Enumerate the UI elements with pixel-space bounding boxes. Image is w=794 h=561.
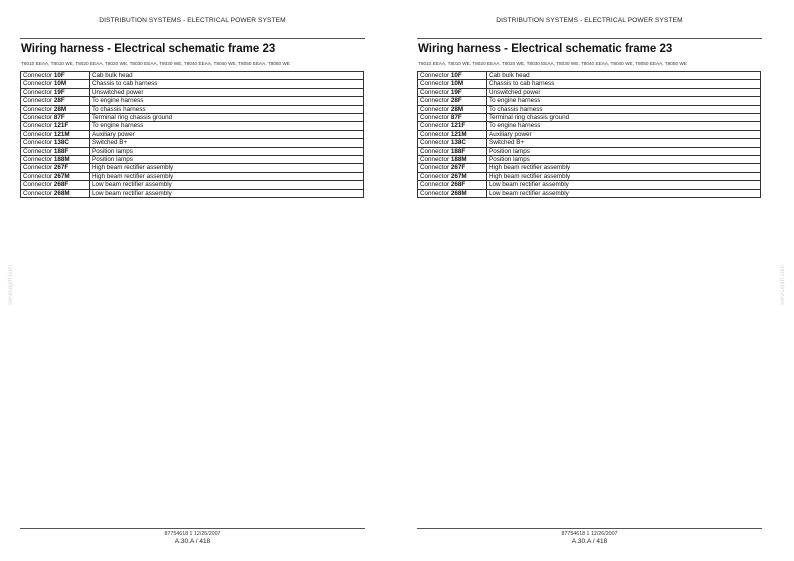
connector-description: Low beam rectifier assembly [487,181,761,189]
footer-page-number: A.30.A / 418 [571,538,608,545]
table-row [418,139,761,147]
connector-prefix: Connector [23,80,53,88]
table-row [21,139,364,147]
table-row [418,156,761,164]
connector-prefix: Connector [420,122,450,130]
connector-description: Switched B+ [487,139,761,147]
connector-table [20,71,364,198]
connector-id: 28M [53,105,67,113]
table-row [21,105,364,113]
connector-prefix: Connector [420,172,450,180]
connector-cell [418,122,487,130]
page-title: Wiring harness - Electrical schematic frame 23 [418,43,673,55]
connector-id: 121F [53,122,69,130]
connector-table [417,71,761,198]
connector-description: Auxiliary power [90,130,364,138]
connector-prefix: Connector [23,139,53,147]
connector-prefix: Connector [23,130,53,138]
connector-prefix: Connector [420,147,450,155]
table-row [21,181,364,189]
connector-cell [418,164,487,172]
connector-description: Chassis to cab harness [487,80,761,88]
connector-id: 121M [450,130,467,138]
connector-cell [418,97,487,105]
footer-page-number: A.30.A / 418 [174,538,211,545]
table-row [418,105,761,113]
connector-prefix: Connector [420,139,450,147]
connector-description: High beam rectifier assembly [487,164,761,172]
connector-prefix: Connector [420,130,450,138]
table-row [418,80,761,88]
connector-id: 28F [53,97,65,105]
table-row [21,147,364,155]
connector-cell [21,156,90,164]
page-title: Wiring harness - Electrical schematic frame 23 [21,43,276,55]
connector-prefix: Connector [23,122,53,130]
connector-description: Switched B+ [90,139,364,147]
connector-prefix: Connector [420,72,450,79]
connector-description: High beam rectifier assembly [90,164,364,172]
connector-description: Low beam rectifier assembly [90,189,364,197]
connector-cell [418,156,487,164]
connector-description: High beam rectifier assembly [487,172,761,180]
table-row [418,164,761,172]
connector-id: 267M [53,172,70,180]
connector-prefix: Connector [23,172,53,180]
connector-prefix: Connector [23,114,53,122]
connector-prefix: Connector [420,88,450,96]
table-row [418,189,761,197]
connector-cell [21,172,90,180]
connector-prefix: Connector [23,156,53,164]
connector-id: 10F [450,72,462,79]
table-row [21,189,364,197]
connector-cell [21,97,90,105]
connector-description: Terminal ring chassis ground [487,114,761,122]
connector-id: 121M [53,130,70,138]
connector-prefix: Connector [23,105,53,113]
connector-id: 268M [53,189,70,197]
connector-id: 188F [450,147,466,155]
table-row [21,72,364,80]
connector-cell [418,105,487,113]
page-left [20,0,365,561]
connector-description: To engine harness [90,122,364,130]
connector-description: Cab bulk head [90,72,364,80]
table-row [21,97,364,105]
connector-description: To engine harness [90,97,364,105]
footer-doc-code: 87754618 1 12/26/2007 [164,531,221,537]
model-list: T8010 EEAA, T8010 WE, T8020 EEAA, T8020 WE, T8030 EEAA, T8030 WE, T8040 EEAA, T8040 WE, T8050 EEAA, T8050 WE [21,61,290,66]
header-rule [417,38,762,39]
table-row [418,147,761,155]
watermark-left: servicepdf.com [8,264,14,306]
connector-cell [418,130,487,138]
connector-description: Position lamps [90,156,364,164]
watermark-right: servicepdf.com [780,264,786,306]
connector-description: High beam rectifier assembly [90,172,364,180]
connector-description: Position lamps [90,147,364,155]
connector-prefix: Connector [420,97,450,105]
connector-id: 121F [450,122,466,130]
table-row [21,156,364,164]
connector-prefix: Connector [23,164,53,172]
footer-rule [417,528,762,529]
connector-id: 268F [450,181,466,189]
connector-cell [21,72,90,80]
connector-cell [418,139,487,147]
connector-id: 268F [53,181,69,189]
connector-id: 10M [53,80,67,88]
connector-cell [21,130,90,138]
connector-prefix: Connector [420,105,450,113]
connector-id: 188F [53,147,69,155]
table-row [21,122,364,130]
table-row [418,181,761,189]
table-row [21,130,364,138]
connector-id: 267F [450,164,466,172]
connector-cell [418,72,487,80]
connector-id: 188M [450,156,467,164]
connector-prefix: Connector [420,156,450,164]
header-rule [20,38,365,39]
connector-cell [21,80,90,88]
connector-id: 188M [53,156,70,164]
connector-prefix: Connector [420,181,450,189]
model-list: T8010 EEAA, T8010 WE, T8020 EEAA, T8020 WE, T8030 EEAA, T8030 WE, T8040 EEAA, T8040 WE, T8050 EEAA, T8050 WE [418,61,687,66]
connector-cell [21,122,90,130]
connector-id: 87F [450,114,462,122]
connector-id: 10M [450,80,464,88]
connector-id: 138C [53,139,69,147]
table-row [418,72,761,80]
connector-cell [21,189,90,197]
connector-cell [21,181,90,189]
connector-prefix: Connector [420,164,450,172]
connector-description: Position lamps [487,156,761,164]
footer-doc-code: 87754618 1 12/26/2007 [561,531,618,537]
connector-cell [21,88,90,96]
connector-prefix: Connector [23,97,53,105]
table-row [21,164,364,172]
connector-id: 19F [450,88,462,96]
connector-prefix: Connector [23,72,53,79]
table-row [21,114,364,122]
connector-description: Position lamps [487,147,761,155]
connector-prefix: Connector [23,181,53,189]
connector-cell [418,172,487,180]
connector-description: Low beam rectifier assembly [90,181,364,189]
footer-rule [20,528,365,529]
connector-cell [21,139,90,147]
page-header: DISTRIBUTION SYSTEMS - ELECTRICAL POWER SYSTEM [496,17,683,24]
connector-id: 10F [53,72,65,79]
table-row [418,114,761,122]
connector-id: 19F [53,88,65,96]
connector-description: To chassis harness [487,105,761,113]
connector-cell [418,114,487,122]
connector-cell [418,88,487,96]
connector-prefix: Connector [23,147,53,155]
connector-id: 267M [450,172,467,180]
table-row [418,122,761,130]
table-row [21,172,364,180]
connector-id: 28F [450,97,462,105]
connector-description: Auxiliary power [487,130,761,138]
table-row [418,130,761,138]
table-row [418,97,761,105]
table-row [21,80,364,88]
connector-prefix: Connector [420,114,450,122]
connector-id: 28M [450,105,464,113]
table-row [418,88,761,96]
page-right [417,0,762,561]
table-row [21,88,364,96]
connector-description: Terminal ring chassis ground [90,114,364,122]
connector-id: 268M [450,189,467,197]
connector-prefix: Connector [420,189,450,197]
connector-description: To engine harness [487,122,761,130]
connector-cell [21,114,90,122]
connector-id: 87F [53,114,65,122]
connector-cell [418,181,487,189]
connector-description: Chassis to cab harness [90,80,364,88]
connector-description: To engine harness [487,97,761,105]
connector-prefix: Connector [23,88,53,96]
connector-cell [418,147,487,155]
connector-description: To chassis harness [90,105,364,113]
page-header: DISTRIBUTION SYSTEMS - ELECTRICAL POWER SYSTEM [99,17,286,24]
connector-cell [21,105,90,113]
connector-prefix: Connector [23,189,53,197]
connector-description: Low beam rectifier assembly [487,189,761,197]
connector-cell [418,80,487,88]
connector-description: Cab bulk head [487,72,761,80]
table-row [418,172,761,180]
connector-description: Unswitched power [90,88,364,96]
connector-id: 138C [450,139,466,147]
connector-description: Unswitched power [487,88,761,96]
connector-cell [418,189,487,197]
connector-cell [21,147,90,155]
connector-id: 267F [53,164,69,172]
connector-prefix: Connector [420,80,450,88]
connector-cell [21,164,90,172]
